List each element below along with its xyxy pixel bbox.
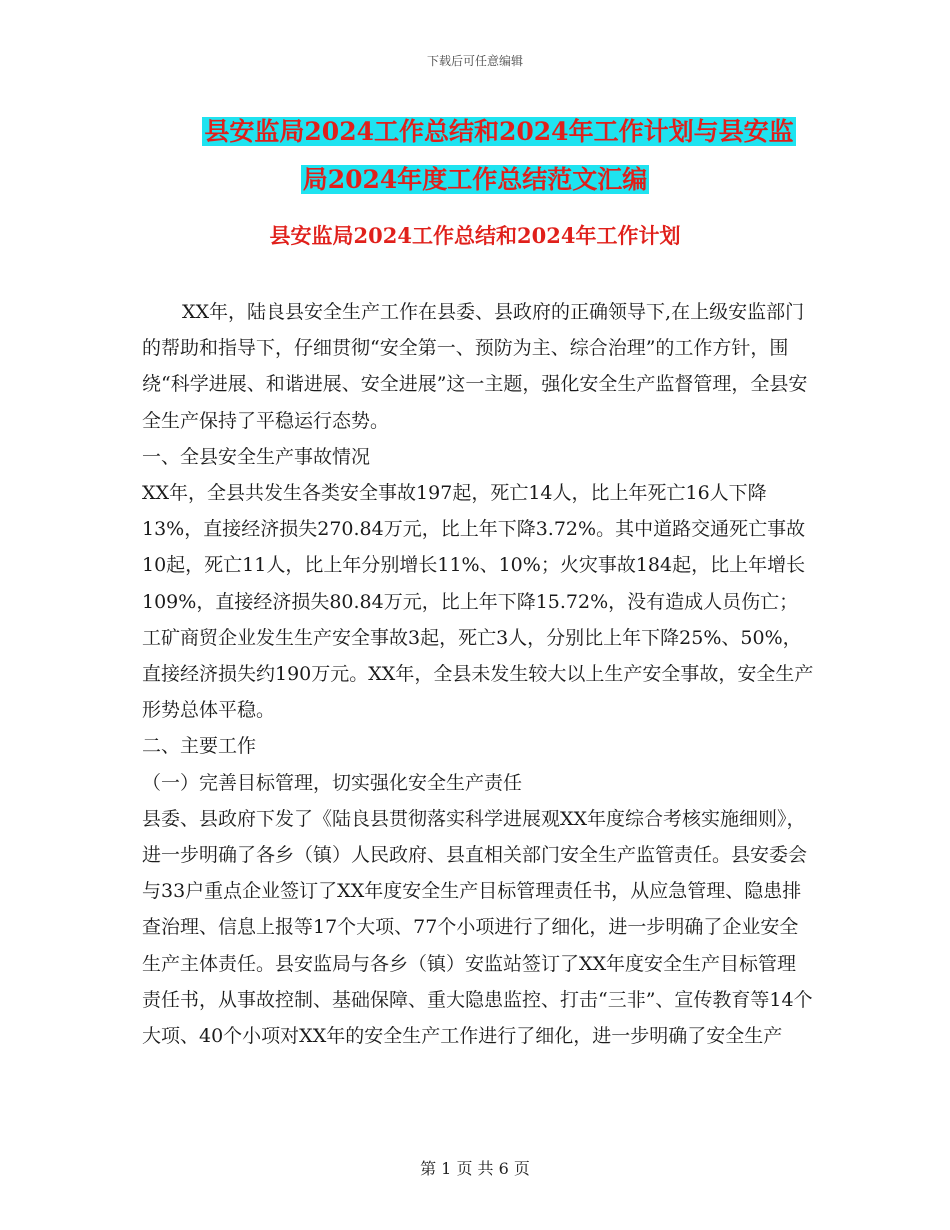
paragraph-intro: XX年，陆良县安全生产工作在县委、县政府的正确领导下,在上级安监部门的帮助和指导下，仔细贯彻“安全第一、预防为主、综合治理”的工作方针，围绕“科学进展、和谐进展、安全进展”这一主题，强化安全生产监督管理，全县安全生产保持了平稳运行态势。 [142,301,808,432]
section-title: 县安监局2024工作总结和2024年工作计划 [269,223,681,248]
paragraph-target-management: 县委、县政府下发了《陆良县贯彻落实科学进展观XX年度综合考核实施细则》，进一步明确了各乡（镇）人民政府、县直相关部门安全生产监管责任。县安委会与33户重点企业签订了XX年度安全生产目标管理责任书，从应急管理、隐患排查治理、信息上报等17个大项、77个小项进行了细化，进一步明确了企业安全生产主体责任。县安监局与各乡（镇）安监站签订了XX年度安全生产目标管理责任书，从事故控制、基础保障、重大隐患监控、打击“三非”、宣传教育等14个大项、40个小项对XX年的安全生产工作进行了细化，进一步明确了安全生产 [142,807,813,1048]
heading-accidents: 一、全县安全生产事故情况 [142,445,371,468]
document-title [0,108,950,204]
document-title-line2: 局2024年度工作总结范文汇编 [302,165,648,194]
heading-target-management: （一）完善目标管理，切实强化安全生产责任 [142,771,523,794]
document-title-line1: 县安监局2024工作总结和2024年工作计划与县安监 [204,117,794,146]
page-number: 第 1 页 共 6 页 [420,1159,530,1178]
paragraph-accidents: XX年，全县共发生各类安全事故197起，死亡14人，比上年死亡16人下降13%，直接经济损失270.84万元，比上年下降3.72%。其中道路交通死亡事故10起，死亡11人，比上年分别增长11%、10%；火灾事故184起，比上年增长109%，直接经济损失80.84万元，比上年下降15.72%，没有造成人员伤亡；工矿商贸企业发生生产安全事故3起，死亡3人，分别比上年下降25%、50%，直接经济损失约190万元。XX年，全县未发生较大以上生产安全事故，安全生产形势总体平稳。 [142,482,814,722]
document-body [142,294,814,1054]
page-header-note: 下载后可任意编辑 [426,54,523,68]
heading-main-work: 二、主要工作 [142,735,257,758]
